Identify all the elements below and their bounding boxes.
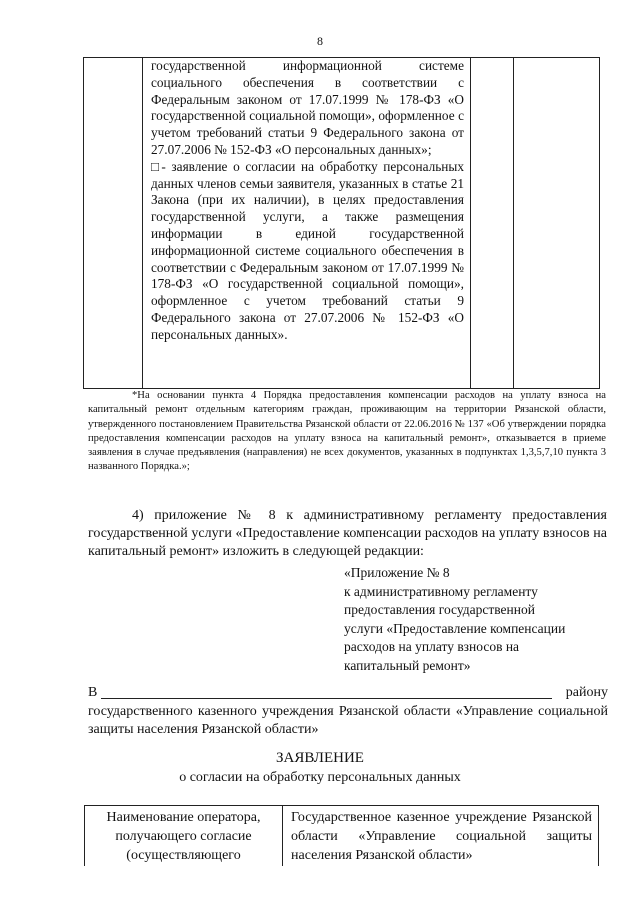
footnote bbox=[88, 389, 606, 475]
table-cell-empty-left bbox=[84, 58, 143, 389]
district-prefix: В bbox=[88, 685, 98, 700]
table-cell-empty-right bbox=[514, 58, 600, 389]
appendix-line: капитальный ремонт» bbox=[344, 657, 471, 673]
operator-table bbox=[84, 805, 599, 866]
paragraph-4 bbox=[88, 507, 607, 562]
table-cell-documents bbox=[143, 58, 471, 389]
operator-value: Государственное казенное учреждение Рязанской области «Управление социальной защиты населения Рязанской области» bbox=[283, 806, 599, 867]
operator-label: Наименование оператора, получающего согласие (осуществляющего bbox=[85, 806, 283, 867]
appendix-line: услуги «Предоставление компенсации bbox=[344, 620, 566, 636]
district-blank-line bbox=[101, 698, 552, 699]
institution-name: государственного казенного учреждения Рязанской области «Управление социальной защиты населения Рязанской области» bbox=[88, 704, 608, 738]
footnote-text: *На основании пункта 4 Порядка предоставления компенсации расходов на уплату взноса на капитальный ремонт отдельным категориям граждан, проживающим на территории Рязанской области, утвержденного постановлением Правительства Рязанской области от 22.06.2016 № 137 «Об утверждении порядка предоставления компенсации расходов на уплату взноса на капитальный ремонт», отказывается в приеме заявления в случае предъявления (направления) не всех документов, указанных в подпунктах 1,3,5,7,10 пункта 3 названного Порядка.»; bbox=[88, 390, 606, 473]
paragraph-4-text: 4) приложение № 8 к административному регламенту предоставления государственной услуги «Предоставление компенсации расходов на уплату взносов на капитальный ремонт» изложить в следующей редакции: bbox=[88, 508, 607, 560]
documents-table-fragment bbox=[83, 57, 600, 389]
appendix-line: предоставления государственной bbox=[344, 602, 535, 618]
appendix-line: к административному регламенту bbox=[344, 583, 538, 599]
table-cell-empty-mid bbox=[471, 58, 514, 389]
document-item-consent-family: □- заявление о согласии на обработку персональных данных членов семьи заявителя, указанных в статье 21 Закона (при их наличии), в целях предоставления государственной услуги, а также размещения информации в единой государственной информационной системе социального обеспечения в соответствии с Федеральным законом от 17.07.1999 № 178-ФЗ «О государственной социальной помощи», оформленное с учетом требований статьи 9 Федерального закона от 27.07.2006 № 152-ФЗ «О персональных данных». bbox=[151, 158, 464, 342]
document-item-consent-applicant: государственной информационной системе социального обеспечения в соответствии с Федеральным законом от 17.07.1999 № 178-ФЗ «О государственной социальной помощи», оформленное с учетом требований статьи 9 Федерального закона от 27.07.2006 № 152-ФЗ «О персональных данных»; bbox=[151, 58, 464, 157]
appendix-line: «Приложение № 8 bbox=[344, 565, 450, 580]
appendix-header bbox=[344, 564, 609, 676]
district-suffix: району bbox=[565, 685, 608, 700]
page-number: 8 bbox=[317, 34, 323, 48]
document-subtitle: о согласии на обработку персональных данных bbox=[179, 770, 461, 785]
appendix-line: расходов на уплату взносов на bbox=[344, 639, 520, 655]
document-title: ЗАЯВЛЕНИЕ bbox=[276, 750, 364, 766]
